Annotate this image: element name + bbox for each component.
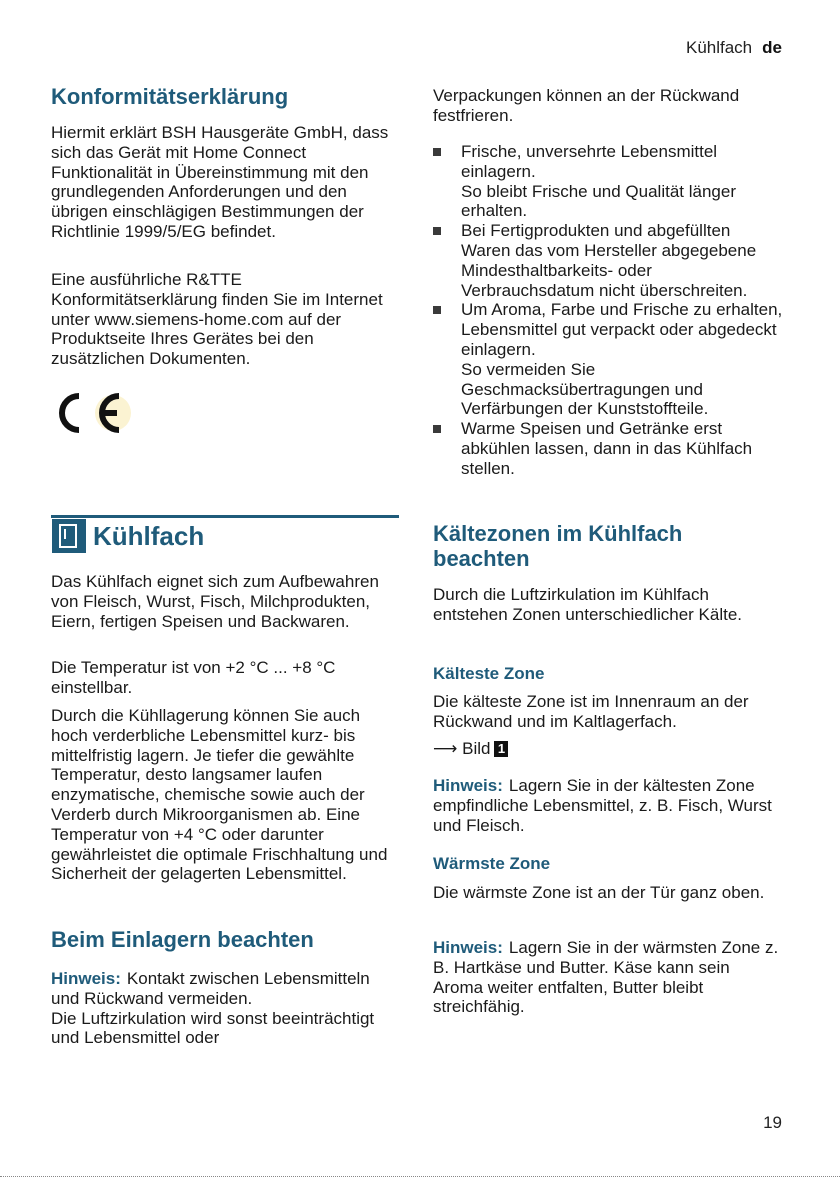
waermste-hint: [433, 938, 783, 1017]
bullet-square-icon: [433, 227, 441, 235]
hint-label: Hinweis:: [433, 938, 503, 957]
hint-label: Hinweis:: [51, 969, 121, 988]
bullet-square-icon: [433, 306, 441, 314]
zonen-heading: Kältezonen im Kühlfach beachten: [433, 521, 683, 571]
continued-paragraph: Verpackungen können an der Rückwand festfrieren.: [433, 86, 740, 125]
kuehlfach-paragraph-3: Durch die Kühllagerung können Sie auch hoch verderbliche Lebensmittel kurz- bis mittelfristig lagern. Je tiefer die gewählte Temperatur, desto langsamer laufen enzymatische, chemische sowie auch der Verderb durch Mikroorganismen ab. Eine Temperatur von +4 °C oder darunter gewährleistet die optimale Frischhaltung und Sicherheit der gelagerten Lebensmittel.: [51, 706, 388, 884]
einlagern-hint: [51, 969, 399, 1048]
page-number: 19: [763, 1113, 782, 1132]
konformitaet-heading: Konformitätserklärung: [51, 84, 289, 109]
einlagern-heading: Beim Einlagern beachten: [51, 927, 314, 952]
footer-rule: [0, 1176, 840, 1177]
kuehlfach-paragraph-1: Das Kühlfach eignet sich zum Aufbewahren von Fleisch, Wurst, Fisch, Milchprodukten, Eiern, fertigen Speisen und Backwaren.: [51, 572, 379, 631]
hint-text: Kontakt zwischen Lebensmitteln und Rückwand vermeiden.: [51, 969, 370, 1008]
header-section: Kühlfach: [685, 38, 753, 57]
hint-text: Lagern Sie in der wärmsten Zone z. B. Hartkäse und Butter. Käse kann sein Aroma weiter entfalten, Butter bleibt streichfähig.: [433, 938, 779, 1017]
hint-text: Lagern Sie in der kältesten Zone empfindliche Lebensmittel, z. B. Fisch, Wurst und Fleisch.: [433, 776, 772, 835]
kaelteste-hint: [433, 776, 783, 835]
header-lang: de: [762, 38, 782, 57]
waermste-heading: Wärmste Zone: [433, 854, 551, 873]
figure-reference: [433, 739, 783, 759]
kaelteste-paragraph: Die kälteste Zone ist im Innenraum an der Rückwand und im Kaltlagerfach.: [433, 692, 749, 731]
list-item: Warme Speisen und Getränke erst abkühlen lassen, dann in das Kühlfach stellen.: [433, 419, 783, 478]
kuehlfach-paragraph-2: Die Temperatur ist von +2 °C ... +8 °C einstellbar.: [51, 658, 336, 697]
waermste-paragraph: Die wärmste Zone ist an der Tür ganz oben.: [433, 883, 765, 902]
hint-label: Hinweis:: [433, 776, 503, 795]
running-header: [686, 38, 782, 58]
fridge-icon: [52, 519, 86, 553]
hint-text-continued: Die Luftzirkulation wird sonst beeinträchtigt und Lebensmittel oder: [51, 1008, 375, 1048]
arrow-right-icon: ⟶: [433, 739, 458, 758]
kuehlfach-heading: Kühlfach: [93, 521, 205, 551]
kaelteste-heading: Kälteste Zone: [433, 664, 545, 683]
figure-ref-text: Bild: [462, 739, 491, 758]
storage-tips-list: [433, 142, 783, 479]
bullet-square-icon: [433, 425, 441, 433]
bullet-square-icon: [433, 148, 441, 156]
list-item: Bei Fertigprodukten und abgefüllten Waren das vom Hersteller abgegebene Mindesthaltbarkeits- oder Verbrauchsdatum nicht überschreiten.: [433, 221, 783, 300]
list-item: Frische, unversehrte Lebensmittel einlagern. So bleibt Frische und Qualität länger erhalten.: [433, 142, 783, 221]
konformitaet-paragraph-2: Eine ausführliche R&TTE Konformitätserklärung finden Sie im Internet unter www.siemens-home.com auf der Produktseite Ihres Gerätes bei den zusätzlichen Dokumenten.: [51, 270, 383, 369]
section-divider: [51, 515, 399, 518]
figure-number-badge: 1: [494, 741, 508, 757]
ce-mark-icon: [53, 390, 133, 436]
konformitaet-paragraph-1: Hiermit erklärt BSH Hausgeräte GmbH, dass sich das Gerät mit Home Connect Funktionalität in Übereinstimmung mit den grundlegenden Anforderungen und den übrigen einschlägigen Bestimmungen der Richtlinie 1999/5/EG befindet.: [51, 123, 389, 241]
zonen-paragraph: Durch die Luftzirkulation im Kühlfach entstehen Zonen unterschiedlicher Kälte.: [433, 585, 743, 624]
list-item: Um Aroma, Farbe und Frische zu erhalten, Lebensmittel gut verpackt oder abgedeckt einlagern. So vermeiden Sie Geschmacksübertragungen und Verfärbungen der Kunststoffteile.: [433, 300, 783, 419]
